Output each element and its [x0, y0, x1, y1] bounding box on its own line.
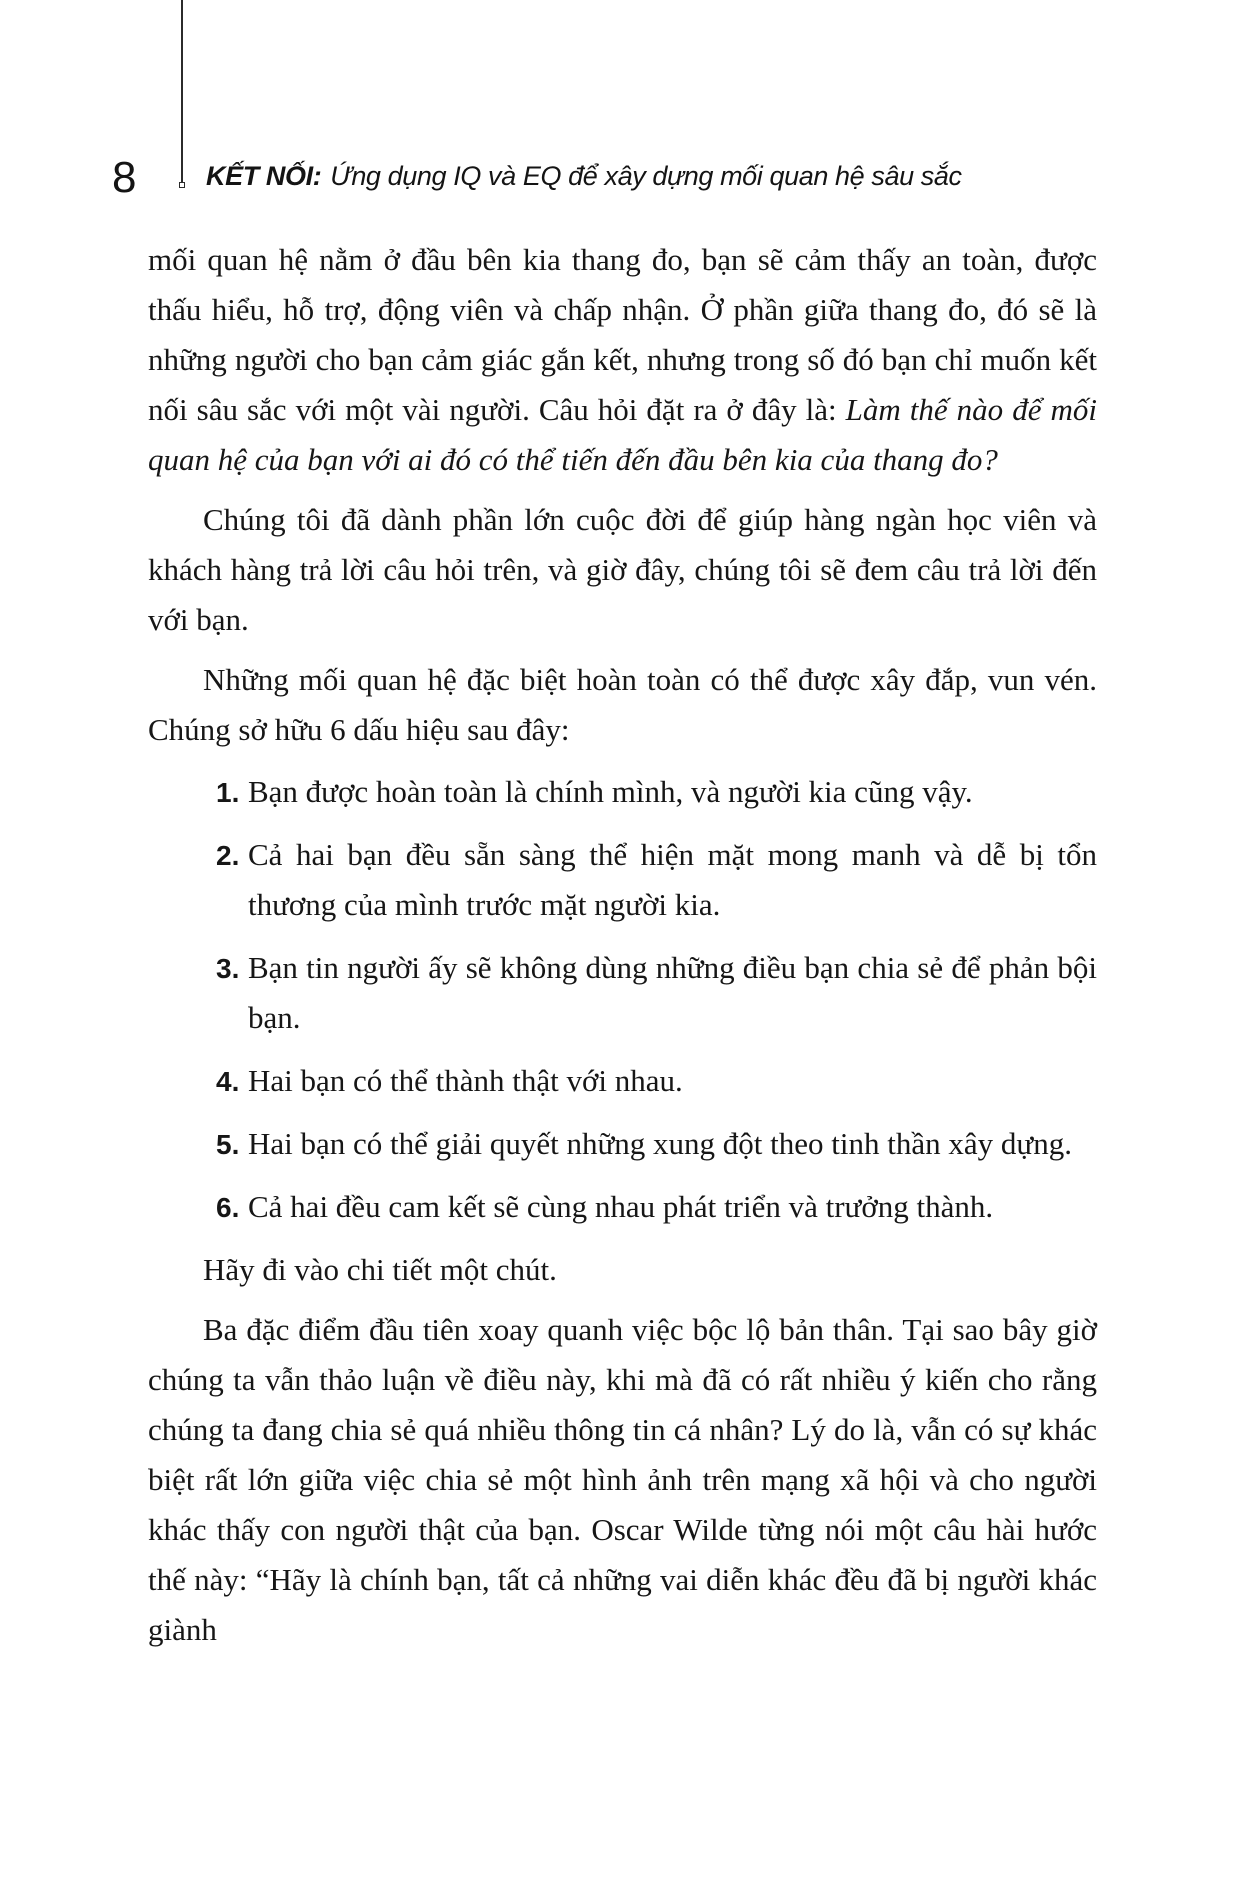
body-text: [148, 235, 1097, 1665]
rule-end-square: [179, 182, 185, 188]
list-item: [148, 1056, 1097, 1106]
list-item-text: Hai bạn có thể thành thật với nhau.: [248, 1063, 683, 1098]
list-item-number: 2.: [216, 840, 240, 871]
list-item: [148, 767, 1097, 817]
paragraph-six-signs-intro: Những mối quan hệ đặc biệt hoàn toàn có thể được xây đắp, vun vén. Chúng sở hữu 6 dấu hiệu sau đây:: [148, 662, 1097, 747]
page-number: 8: [112, 153, 137, 202]
list-item-number: 3.: [216, 953, 240, 984]
paragraph-self-disclosure: Ba đặc điểm đầu tiên xoay quanh việc bộc lộ bản thân. Tại sao bây giờ chúng ta vẫn thảo luận về điều này, khi mà đã có rất nhiều ý kiến cho rằng chúng ta đang chia sẻ quá nhiều thông tin cá nhân? Lý do là, vẫn có sự khác biệt rất lớn giữa việc chia sẻ một hình ảnh trên mạng xã hội và cho người khác thấy con người thật của bạn. Oscar Wilde từng nói một câu hài hước thế này: “Hãy là chính bạn, tất cả những vai diễn khác đều đã bị người khác giành: [148, 1312, 1097, 1647]
list-item-number: 5.: [216, 1129, 240, 1160]
list-item-number: 4.: [216, 1066, 240, 1097]
paragraph-detail-transition: Hãy đi vào chi tiết một chút.: [203, 1252, 557, 1287]
paragraph-continued-normal: mối quan hệ nằm ở đầu bên kia thang đo, bạn sẽ cảm thấy an toàn, được thấu hiểu, hỗ trợ, động viên và chấp nhận. Ở phần giữa thang đo, đó sẽ là những người cho bạn cảm giác gắn kết, nhưng trong số đó bạn chỉ muốn kết nối sâu sắc với một vài người. Câu hỏi đặt ra ở đây là:: [148, 242, 1097, 427]
book-subtitle: Ứng dụng IQ và EQ để xây dựng mối quan hệ sâu sắc: [330, 161, 962, 191]
list-item: [148, 830, 1097, 930]
list-item-number: 6.: [216, 1192, 240, 1223]
list-item-number: 1.: [216, 777, 240, 808]
paragraph-continued: [148, 235, 1097, 485]
list-item-text: Hai bạn có thể giải quyết những xung đột theo tinh thần xây dựng.: [248, 1126, 1072, 1161]
list-item: [148, 1182, 1097, 1232]
list-item-text: Cả hai đều cam kết sẽ cùng nhau phát triển và trưởng thành.: [248, 1189, 994, 1224]
list-item: [148, 1119, 1097, 1169]
paragraph-continued-italic-question: Làm thế nào để mối quan hệ của bạn với ai đó có thể tiến đến đầu bên kia của thang đo?: [148, 392, 1097, 477]
six-signs-list: [148, 767, 1097, 1232]
list-item-text: Bạn được hoàn toàn là chính mình, và người kia cũng vậy.: [248, 774, 973, 809]
paragraph-answer-promise: Chúng tôi đã dành phần lớn cuộc đời để giúp hàng ngàn học viên và khách hàng trả lời câu hỏi trên, và giờ đây, chúng tôi sẽ đem câu trả lời đến với bạn.: [148, 502, 1097, 637]
running-head: [206, 162, 962, 192]
header-vertical-rule: [181, 0, 183, 182]
list-item-text: Cả hai bạn đều sẵn sàng thể hiện mặt mong manh và dễ bị tổn thương của mình trước mặt người kia.: [248, 837, 1097, 922]
book-title: KẾT NỐI:: [206, 161, 322, 191]
list-item-text: Bạn tin người ấy sẽ không dùng những điều bạn chia sẻ để phản bội bạn.: [248, 950, 1097, 1035]
list-item: [148, 943, 1097, 1043]
